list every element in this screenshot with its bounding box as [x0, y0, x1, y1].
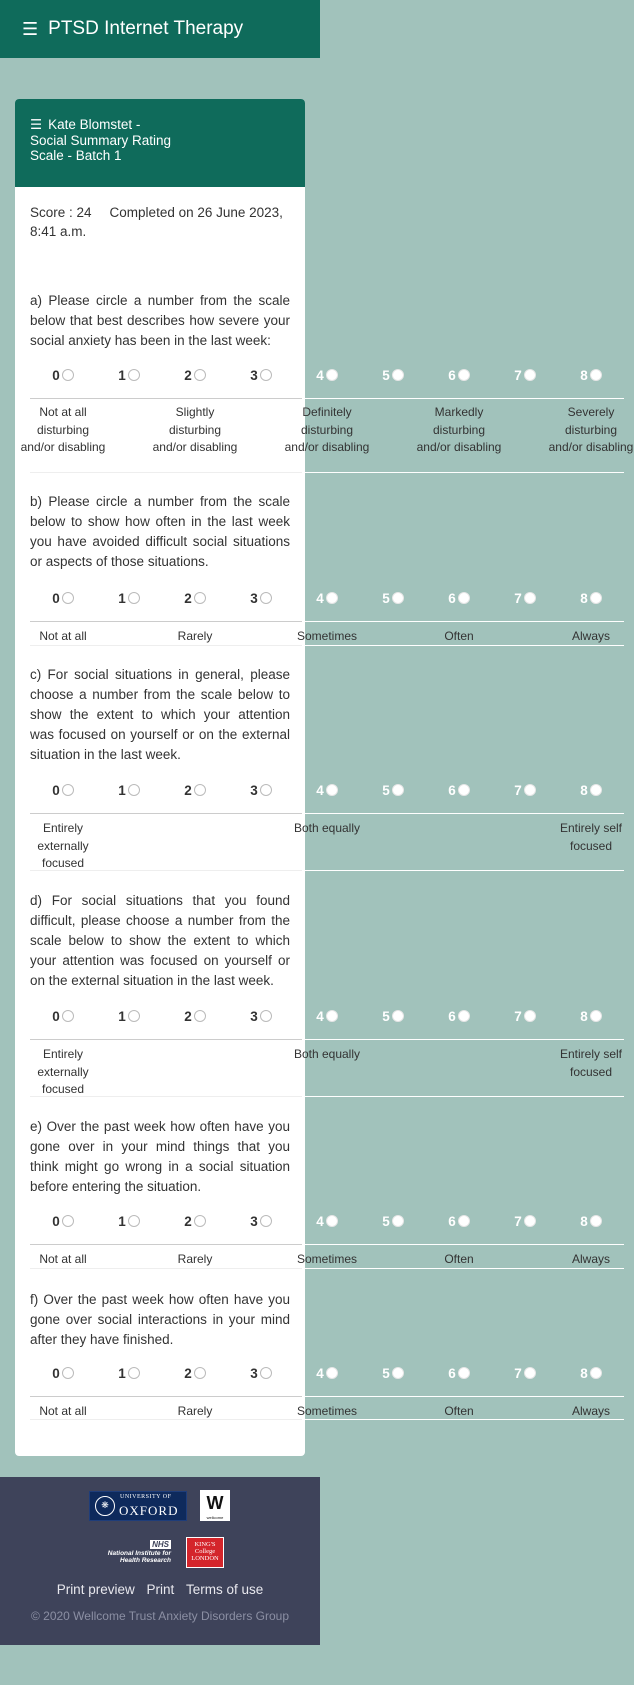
rating-option[interactable]: [30, 1213, 96, 1229]
rating-option-label: 6: [448, 590, 456, 606]
rating-option[interactable]: [162, 1365, 228, 1381]
rating-option-label: 6: [448, 367, 456, 383]
kings-college-logo[interactable]: KING'S College LONDON: [186, 1537, 224, 1568]
top-app-bar: [0, 0, 320, 58]
scale-anchor-label: Sometimes: [296, 1404, 358, 1418]
rating-option-label: 0: [52, 1008, 60, 1024]
print-link[interactable]: Print: [146, 1582, 175, 1597]
scale-anchor-label: Not at all: [39, 1404, 87, 1418]
radio-button-icon[interactable]: [128, 1010, 140, 1022]
radio-button-icon[interactable]: [128, 1215, 140, 1227]
rating-option-label: 5: [382, 1213, 390, 1229]
radio-button-icon[interactable]: [392, 1215, 404, 1227]
question-text: e) Over the past week how often have you gone over in your mind things that you think might go wrong in a social situation before entering the situation.: [30, 1119, 290, 1194]
rating-scale: [30, 1365, 624, 1387]
rating-option-label: 7: [514, 590, 522, 606]
card-title-line-3: Scale - Batch 1: [30, 148, 122, 163]
radio-button-icon[interactable]: [524, 784, 536, 796]
question-separator: [30, 1096, 624, 1097]
rating-option-label: 0: [52, 1365, 60, 1381]
footer-links: [0, 1582, 320, 1597]
rating-option-label: 6: [448, 1008, 456, 1024]
rating-option-label: 8: [580, 367, 588, 383]
radio-button-icon[interactable]: [590, 784, 602, 796]
rating-scale: [30, 782, 624, 804]
radio-button-icon[interactable]: [194, 1367, 206, 1379]
rating-option-label: 4: [316, 1365, 324, 1381]
radio-button-icon[interactable]: [392, 1010, 404, 1022]
rating-option[interactable]: [228, 367, 294, 383]
rating-option[interactable]: [558, 1365, 624, 1381]
rating-option[interactable]: [228, 782, 294, 798]
card-title-line-1: Kate Blomstet -: [48, 117, 141, 132]
radio-button-icon[interactable]: [62, 369, 74, 381]
rating-option-label: 2: [184, 782, 192, 798]
nihr-logo[interactable]: NHS National Institute for Health Research: [107, 1540, 171, 1564]
radio-button-icon[interactable]: [326, 784, 338, 796]
radio-button-icon[interactable]: [590, 369, 602, 381]
rating-option-label: 3: [250, 590, 258, 606]
rating-option-label: 2: [184, 590, 192, 606]
rating-option[interactable]: [294, 1008, 360, 1024]
scale-anchor-label: Markedly disturbing and/or disabling: [416, 405, 502, 454]
rating-option-label: 8: [580, 590, 588, 606]
rating-option-label: 0: [52, 367, 60, 383]
radio-button-icon[interactable]: [458, 369, 470, 381]
rating-option[interactable]: [228, 1365, 294, 1381]
radio-button-icon[interactable]: [326, 369, 338, 381]
rating-option[interactable]: [228, 1213, 294, 1229]
radio-button-icon[interactable]: [260, 369, 272, 381]
scale-divider: [30, 1244, 624, 1245]
question-separator: [30, 1419, 624, 1420]
rating-option-label: 1: [118, 367, 126, 383]
radio-button-icon[interactable]: [62, 1010, 74, 1022]
rating-option[interactable]: [30, 1365, 96, 1381]
radio-button-icon[interactable]: [194, 1215, 206, 1227]
radio-button-icon[interactable]: [194, 369, 206, 381]
scale-anchor-label: Not at all disturbing and/or disabling: [20, 405, 106, 454]
rating-option[interactable]: [558, 1008, 624, 1024]
rating-option-label: 3: [250, 367, 258, 383]
rating-option-label: 1: [118, 1213, 126, 1229]
rating-option-label: 5: [382, 367, 390, 383]
rating-option-label: 7: [514, 1365, 522, 1381]
rating-scale: [30, 590, 624, 612]
radio-button-icon[interactable]: [590, 1215, 602, 1227]
rating-option[interactable]: [294, 1365, 360, 1381]
rating-option[interactable]: [96, 1365, 162, 1381]
radio-button-icon[interactable]: [62, 592, 74, 604]
rating-option[interactable]: [426, 1365, 492, 1381]
rating-option-label: 8: [580, 1213, 588, 1229]
radio-button-icon[interactable]: [524, 592, 536, 604]
rating-scale: [30, 367, 624, 389]
radio-button-icon[interactable]: [260, 1010, 272, 1022]
radio-button-icon[interactable]: [260, 1367, 272, 1379]
wellcome-logo[interactable]: W wellcome: [200, 1490, 230, 1521]
rating-option-label: 3: [250, 1365, 258, 1381]
rating-option-label: 3: [250, 782, 258, 798]
rating-option-label: 2: [184, 1365, 192, 1381]
scale-anchor-label: Always: [571, 1404, 610, 1418]
radio-button-icon[interactable]: [524, 1367, 536, 1379]
radio-button-icon[interactable]: [260, 592, 272, 604]
score-summary: [30, 203, 290, 241]
rating-option[interactable]: [162, 1213, 228, 1229]
oxford-seal-icon: ❋: [95, 1496, 115, 1516]
scale-anchor-label: Rarely: [177, 629, 213, 643]
rating-option-label: 5: [382, 1008, 390, 1024]
scale-divider: [30, 1039, 624, 1040]
rating-option[interactable]: [30, 590, 96, 606]
rating-option-label: 0: [52, 782, 60, 798]
scale-anchor-label: Often: [444, 1252, 474, 1266]
question-separator: [30, 645, 624, 646]
rating-option-label: 4: [316, 1008, 324, 1024]
rating-option-label: 7: [514, 1213, 522, 1229]
print-preview-link[interactable]: Print preview: [56, 1582, 135, 1597]
rating-option-label: 5: [382, 590, 390, 606]
question-text: b) Please circle a number from the scale below to show how often in the last week you have avoided difficult social situations or aspects of those situations.: [30, 494, 290, 569]
rating-option-label: 8: [580, 1365, 588, 1381]
radio-button-icon[interactable]: [128, 369, 140, 381]
rating-option-label: 1: [118, 782, 126, 798]
rating-option[interactable]: [162, 782, 228, 798]
radio-button-icon[interactable]: [458, 1367, 470, 1379]
rating-option[interactable]: [360, 1213, 426, 1229]
rating-option-label: 2: [184, 367, 192, 383]
radio-button-icon[interactable]: [62, 1367, 74, 1379]
rating-option[interactable]: [30, 782, 96, 798]
rating-option-label: 5: [382, 782, 390, 798]
rating-option[interactable]: [360, 367, 426, 383]
rating-option-label: 7: [514, 782, 522, 798]
scale-anchor-label: Sometimes: [296, 1252, 358, 1266]
rating-option[interactable]: [360, 782, 426, 798]
radio-button-icon[interactable]: [392, 784, 404, 796]
radio-button-icon[interactable]: [62, 1215, 74, 1227]
rating-option-label: 1: [118, 1008, 126, 1024]
rating-option[interactable]: [426, 782, 492, 798]
rating-option[interactable]: [294, 1213, 360, 1229]
rating-option-label: 4: [316, 1213, 324, 1229]
rating-option[interactable]: [426, 1213, 492, 1229]
rating-option-label: 2: [184, 1008, 192, 1024]
rating-option-label: 1: [118, 590, 126, 606]
rating-option[interactable]: [162, 367, 228, 383]
rating-option-label: 7: [514, 367, 522, 383]
scale-anchor-label: Rarely: [177, 1252, 213, 1266]
rating-option[interactable]: [558, 590, 624, 606]
rating-scale: [30, 1213, 624, 1235]
terms-of-use-link[interactable]: Terms of use: [186, 1582, 264, 1597]
rating-option[interactable]: [162, 590, 228, 606]
scale-anchor-label: Often: [444, 1404, 474, 1418]
rating-option[interactable]: [96, 590, 162, 606]
rating-option[interactable]: [360, 1365, 426, 1381]
radio-button-icon[interactable]: [326, 1215, 338, 1227]
rating-option[interactable]: [558, 1213, 624, 1229]
radio-button-icon[interactable]: [590, 1367, 602, 1379]
radio-button-icon[interactable]: [326, 1010, 338, 1022]
rating-option[interactable]: [228, 590, 294, 606]
radio-button-icon[interactable]: [392, 369, 404, 381]
scale-anchor-label: Severely disturbing and/or disabling: [548, 405, 634, 454]
rating-option-label: 4: [316, 590, 324, 606]
scale-divider: [30, 813, 624, 814]
scale-anchor-label: Often: [444, 629, 474, 643]
rating-option[interactable]: [360, 590, 426, 606]
rating-option[interactable]: [96, 367, 162, 383]
radio-button-icon[interactable]: [458, 1215, 470, 1227]
question-separator: [30, 472, 624, 473]
rating-option-label: 4: [316, 782, 324, 798]
rating-option[interactable]: [162, 1008, 228, 1024]
radio-button-icon[interactable]: [524, 1215, 536, 1227]
question-text: d) For social situations that you found difficult, please choose a number from the scale below to show the extent to which your attention was focused on yourself or on the external situation in the last week.: [30, 893, 290, 988]
radio-button-icon[interactable]: [128, 592, 140, 604]
radio-button-icon[interactable]: [194, 592, 206, 604]
question-text: a) Please circle a number from the scale below that best describes how severe your social anxiety has been in the last week:: [30, 293, 290, 348]
rating-option-label: 2: [184, 1213, 192, 1229]
rating-option[interactable]: [294, 590, 360, 606]
rating-option-label: 0: [52, 1213, 60, 1229]
rating-option-label: 0: [52, 590, 60, 606]
rating-option[interactable]: [228, 1008, 294, 1024]
scale-anchor-label: Entirely externally focused: [37, 821, 89, 870]
scale-anchor-label: Entirely externally focused: [37, 1047, 89, 1096]
rating-option[interactable]: [294, 782, 360, 798]
question-text: c) For social situations in general, please choose a number from the scale below to show the extent to which your attention was focused on yourself or on the external situation in the last week.: [30, 667, 290, 762]
rating-option[interactable]: [558, 782, 624, 798]
completed-time: 8:41 a.m.: [30, 224, 87, 239]
rating-option[interactable]: [96, 782, 162, 798]
question-text: f) Over the past week how often have you gone over social interactions in your mind after they have finished.: [30, 1292, 290, 1347]
scale-anchor-label: Rarely: [177, 1404, 213, 1418]
radio-button-icon[interactable]: [128, 1367, 140, 1379]
scale-anchor-label: Slightly disturbing and/or disabling: [152, 405, 238, 454]
rating-option-label: 5: [382, 1365, 390, 1381]
scale-anchor-label: Not at all: [39, 629, 87, 643]
rating-option[interactable]: [96, 1213, 162, 1229]
rating-option[interactable]: [426, 367, 492, 383]
rating-option-label: 7: [514, 1008, 522, 1024]
card-header: [15, 99, 305, 187]
oxford-logo[interactable]: ❋ UNIVERSITY OF OXFORD: [89, 1491, 187, 1521]
rating-option[interactable]: [492, 1365, 558, 1381]
rating-option[interactable]: [96, 1008, 162, 1024]
radio-button-icon[interactable]: [128, 784, 140, 796]
rating-option-label: 1: [118, 1365, 126, 1381]
rating-option[interactable]: [30, 1008, 96, 1024]
card-menu-icon[interactable]: ☰: [30, 117, 43, 132]
rating-option[interactable]: [360, 1008, 426, 1024]
radio-button-icon[interactable]: [590, 592, 602, 604]
rating-option-label: 4: [316, 367, 324, 383]
rating-option[interactable]: [492, 1213, 558, 1229]
score-text: Score : 24: [30, 205, 92, 220]
radio-button-icon[interactable]: [458, 592, 470, 604]
rating-option[interactable]: [30, 367, 96, 383]
hamburger-menu-icon[interactable]: ☰: [22, 19, 39, 39]
rating-option-label: 3: [250, 1213, 258, 1229]
rating-option[interactable]: [294, 367, 360, 383]
scale-divider: [30, 398, 624, 399]
scale-divider: [30, 1396, 624, 1397]
rating-option-label: 8: [580, 782, 588, 798]
radio-button-icon[interactable]: [194, 784, 206, 796]
radio-button-icon[interactable]: [326, 592, 338, 604]
rating-option[interactable]: [492, 590, 558, 606]
rating-option-label: 8: [580, 1008, 588, 1024]
scale-anchor-label: Both equally: [293, 1047, 361, 1061]
rating-option-label: 3: [250, 1008, 258, 1024]
scale-anchor-label: Sometimes: [296, 629, 358, 643]
rating-option-label: 6: [448, 782, 456, 798]
radio-button-icon[interactable]: [458, 784, 470, 796]
rating-scale: [30, 1008, 624, 1030]
app-title[interactable]: PTSD Internet Therapy: [48, 18, 244, 39]
scale-anchor-label: Not at all: [39, 1252, 87, 1266]
scale-anchor-label: Entirely self focused: [559, 821, 623, 853]
scale-anchor-label: Both equally: [293, 821, 361, 835]
radio-button-icon[interactable]: [260, 1215, 272, 1227]
rating-option-label: 6: [448, 1213, 456, 1229]
completed-date: Completed on 26 June 2023,: [109, 205, 283, 220]
scale-anchor-label: Definitely disturbing and/or disabling: [284, 405, 370, 454]
scale-anchor-label: Entirely self focused: [559, 1047, 623, 1079]
radio-button-icon[interactable]: [524, 1010, 536, 1022]
card-title-line-2: Social Summary Rating: [30, 132, 172, 148]
radio-button-icon[interactable]: [458, 1010, 470, 1022]
question-separator: [30, 1268, 624, 1269]
rating-option[interactable]: [492, 782, 558, 798]
radio-button-icon[interactable]: [194, 1010, 206, 1022]
scale-anchor-label: Always: [571, 1252, 610, 1266]
scale-anchor-label: Always: [571, 629, 610, 643]
radio-button-icon[interactable]: [260, 784, 272, 796]
copyright: © 2020 Wellcome Trust Anxiety Disorders Group: [30, 1609, 290, 1623]
radio-button-icon[interactable]: [590, 1010, 602, 1022]
rating-option[interactable]: [426, 590, 492, 606]
rating-option[interactable]: [492, 367, 558, 383]
radio-button-icon[interactable]: [62, 784, 74, 796]
rating-option-label: 6: [448, 1365, 456, 1381]
scale-divider: [30, 621, 624, 622]
rating-option[interactable]: [492, 1008, 558, 1024]
radio-button-icon[interactable]: [392, 592, 404, 604]
radio-button-icon[interactable]: [524, 369, 536, 381]
rating-option[interactable]: [558, 367, 624, 383]
radio-button-icon[interactable]: [326, 1367, 338, 1379]
radio-button-icon[interactable]: [392, 1367, 404, 1379]
question-separator: [30, 870, 624, 871]
rating-option[interactable]: [426, 1008, 492, 1024]
